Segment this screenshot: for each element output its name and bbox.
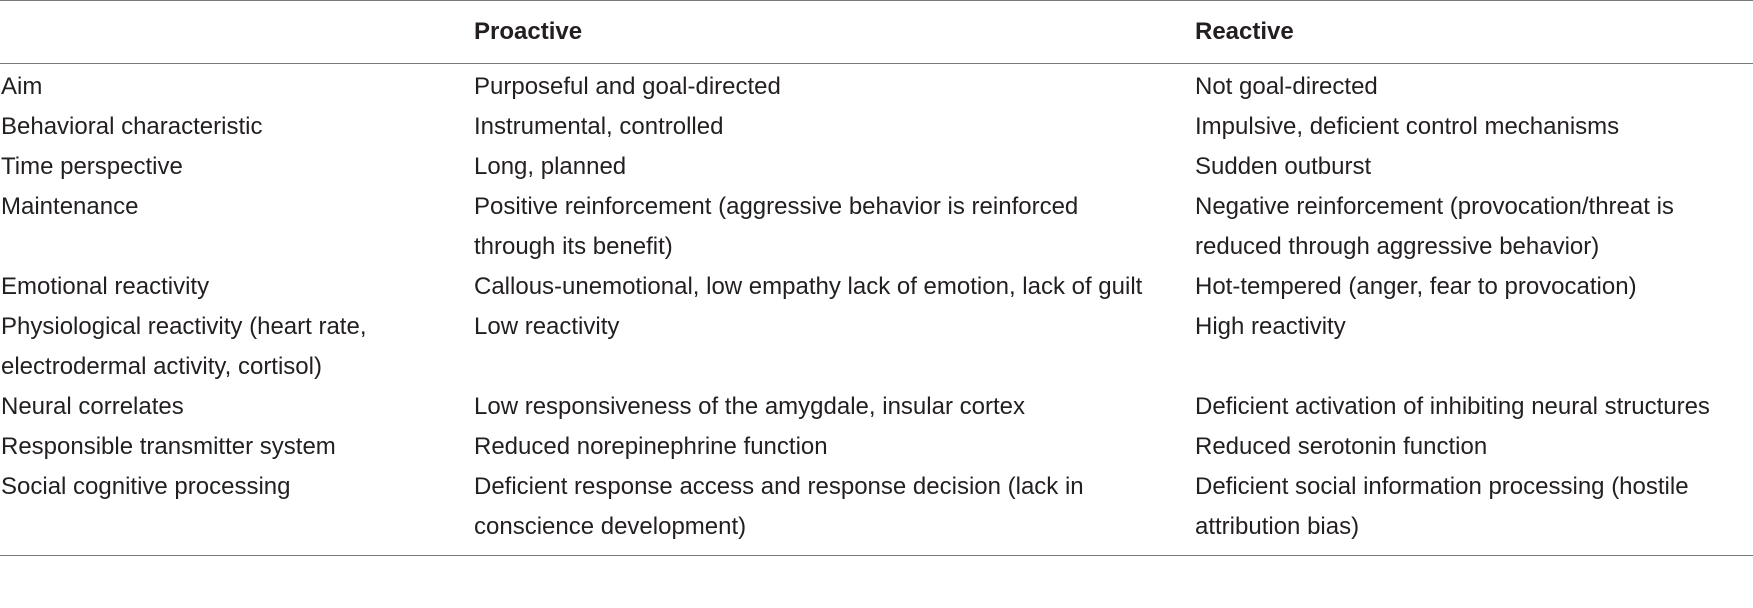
proactive-cell: Long, planned (474, 153, 627, 180)
table-row (0, 187, 1753, 267)
header-label-column (0, 1, 474, 64)
row-label: Time perspective (1, 153, 183, 180)
proactive-cell: Positive reinforcement (aggressive behavior is reinforced through its benefit) (474, 193, 1079, 260)
reactive-cell: Sudden outburst (1195, 153, 1372, 180)
table-row (0, 307, 1753, 387)
table-row (0, 467, 1753, 556)
proactive-cell: Low responsiveness of the amygdale, insular cortex (474, 393, 1025, 420)
table-row (0, 147, 1753, 187)
header-row (0, 1, 1753, 64)
row-label: Behavioral characteristic (1, 113, 263, 140)
table-row (0, 387, 1753, 427)
reactive-cell: Deficient social information processing (hostile attribution bias) (1195, 467, 1753, 556)
proactive-cell: Deficient response access and response decision (lack in conscience development) (474, 467, 1195, 556)
row-label: Maintenance (1, 193, 139, 220)
table-row (0, 427, 1753, 467)
table-row (0, 64, 1753, 108)
proactive-cell: Reduced norepinephrine function (474, 433, 828, 460)
proactive-cell: Callous-unemotional, low empathy lack of emotion, lack of guilt (474, 273, 1143, 300)
row-label: Responsible transmitter system (1, 433, 336, 460)
reactive-cell: Impulsive, deficient control mechanisms (1195, 113, 1620, 140)
header-proactive: Proactive (474, 1, 1195, 64)
row-label: Social cognitive processing (0, 467, 474, 556)
row-label: Emotional reactivity (1, 273, 210, 300)
reactive-cell: Hot-tempered (anger, fear to provocation) (1195, 273, 1637, 300)
row-label: Neural correlates (1, 393, 184, 420)
proactive-cell: Purposeful and goal-directed (474, 73, 781, 100)
table-row (0, 107, 1753, 147)
reactive-cell: Not goal-directed (1195, 73, 1378, 100)
table-row (0, 267, 1753, 307)
row-label: Physiological reactivity (heart rate, electrodermal activity, cortisol) (1, 313, 367, 380)
reactive-cell: Negative reinforcement (provocation/threat is reduced through aggressive behavior) (1195, 193, 1674, 260)
reactive-cell: Deficient activation of inhibiting neural structures (1195, 393, 1710, 420)
reactive-cell: Reduced serotonin function (1195, 433, 1488, 460)
header-reactive: Reactive (1195, 1, 1753, 64)
proactive-cell: Low reactivity (474, 313, 620, 340)
row-label: Aim (1, 73, 43, 100)
reactive-cell: High reactivity (1195, 313, 1346, 340)
proactive-cell: Instrumental, controlled (474, 113, 724, 140)
